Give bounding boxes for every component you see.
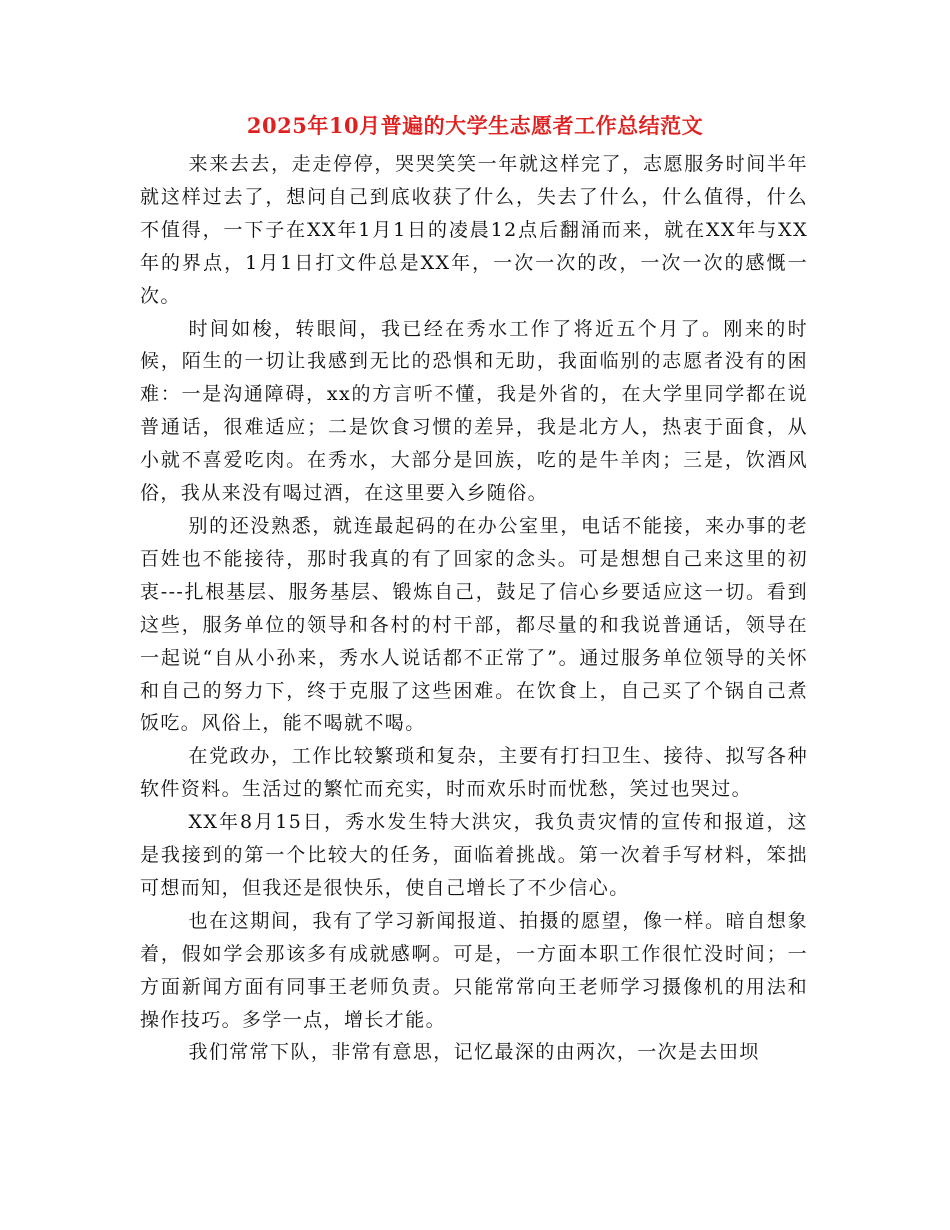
document-body	[140, 148, 808, 1069]
paragraph-7: 我们常常下队，非常有意思，记忆最深的由两次，一次是去田坝	[188, 1041, 760, 1064]
paragraph-3: 别的还没熟悉，就连最起码的在办公室里，电话不能接，来办事的老百姓也不能接待，那时我真的有了回家的念头。可是想想自己来这里的初衷---扎根基层、服务基层、锻炼自己，鼓足了信心乡要适应这一切。看到这些，服务单位的领导和各村的村干部，都尽量的和我说普通话，领导在一起说“自从小孙来，秀水人说话都不正常了”。通过服务单位领导的关怀和自己的努力下，终于克服了这些困难。在饮食上，自己买了个锅自己煮饭吃。风俗上，能不喝就不喝。	[140, 514, 808, 735]
document-title: 2025年10月普遍的大学生志愿者工作总结范文	[246, 113, 704, 138]
paragraph-4: 在党政办，工作比较繁琐和复杂，主要有打扫卫生、接待、拟写各种软件资料。生活过的繁忙而充实，时而欢乐时而忧愁，笑过也哭过。	[140, 745, 808, 801]
paragraph-1: 来来去去，走走停停，哭哭笑笑一年就这样完了，志愿服务时间半年就这样过去了，想问自己到底收获了什么，失去了什么，什么值得，什么不值得，一下子在XX年1月1日的凌晨12点后翻涌而来，就在XX年与XX年的界点，1月1日打文件总是XX年，一次一次的改，一次一次的感慨一次。	[140, 153, 808, 307]
paragraph-2: 时间如梭，转眼间，我已经在秀水工作了将近五个月了。刚来的时候，陌生的一切让我感到无比的恐惧和无助，我面临别的志愿者没有的困难：一是沟通障碍，xx的方言听不懂，我是外省的，在大学里同学都在说普通话，很难适应；二是饮食习惯的差异，我是北方人，热衷于面食，从小就不喜爱吃肉。在秀水，大部分是回族，吃的是牛羊肉；三是，饮酒风俗，我从来没有喝过酒，在这里要入乡随俗。	[140, 317, 808, 505]
paragraph-6: 也在这期间，我有了学习新闻报道、拍摄的愿望，像一样。暗自想象着，假如学会那该多有成就感啊。可是，一方面本职工作很忙没时间；一方面新闻方面有同事王老师负责。只能常常向王老师学习摄像机的用法和操作技巧。多学一点，增长才能。	[140, 909, 808, 1031]
paragraph-5: XX年8月15日，秀水发生特大洪灾，我负责灾情的宣传和报道，这是我接到的第一个比较大的任务，面临着挑战。第一次着手写材料，笨拙可想而知，但我还是很快乐，使自己增长了不少信心。	[140, 811, 808, 899]
